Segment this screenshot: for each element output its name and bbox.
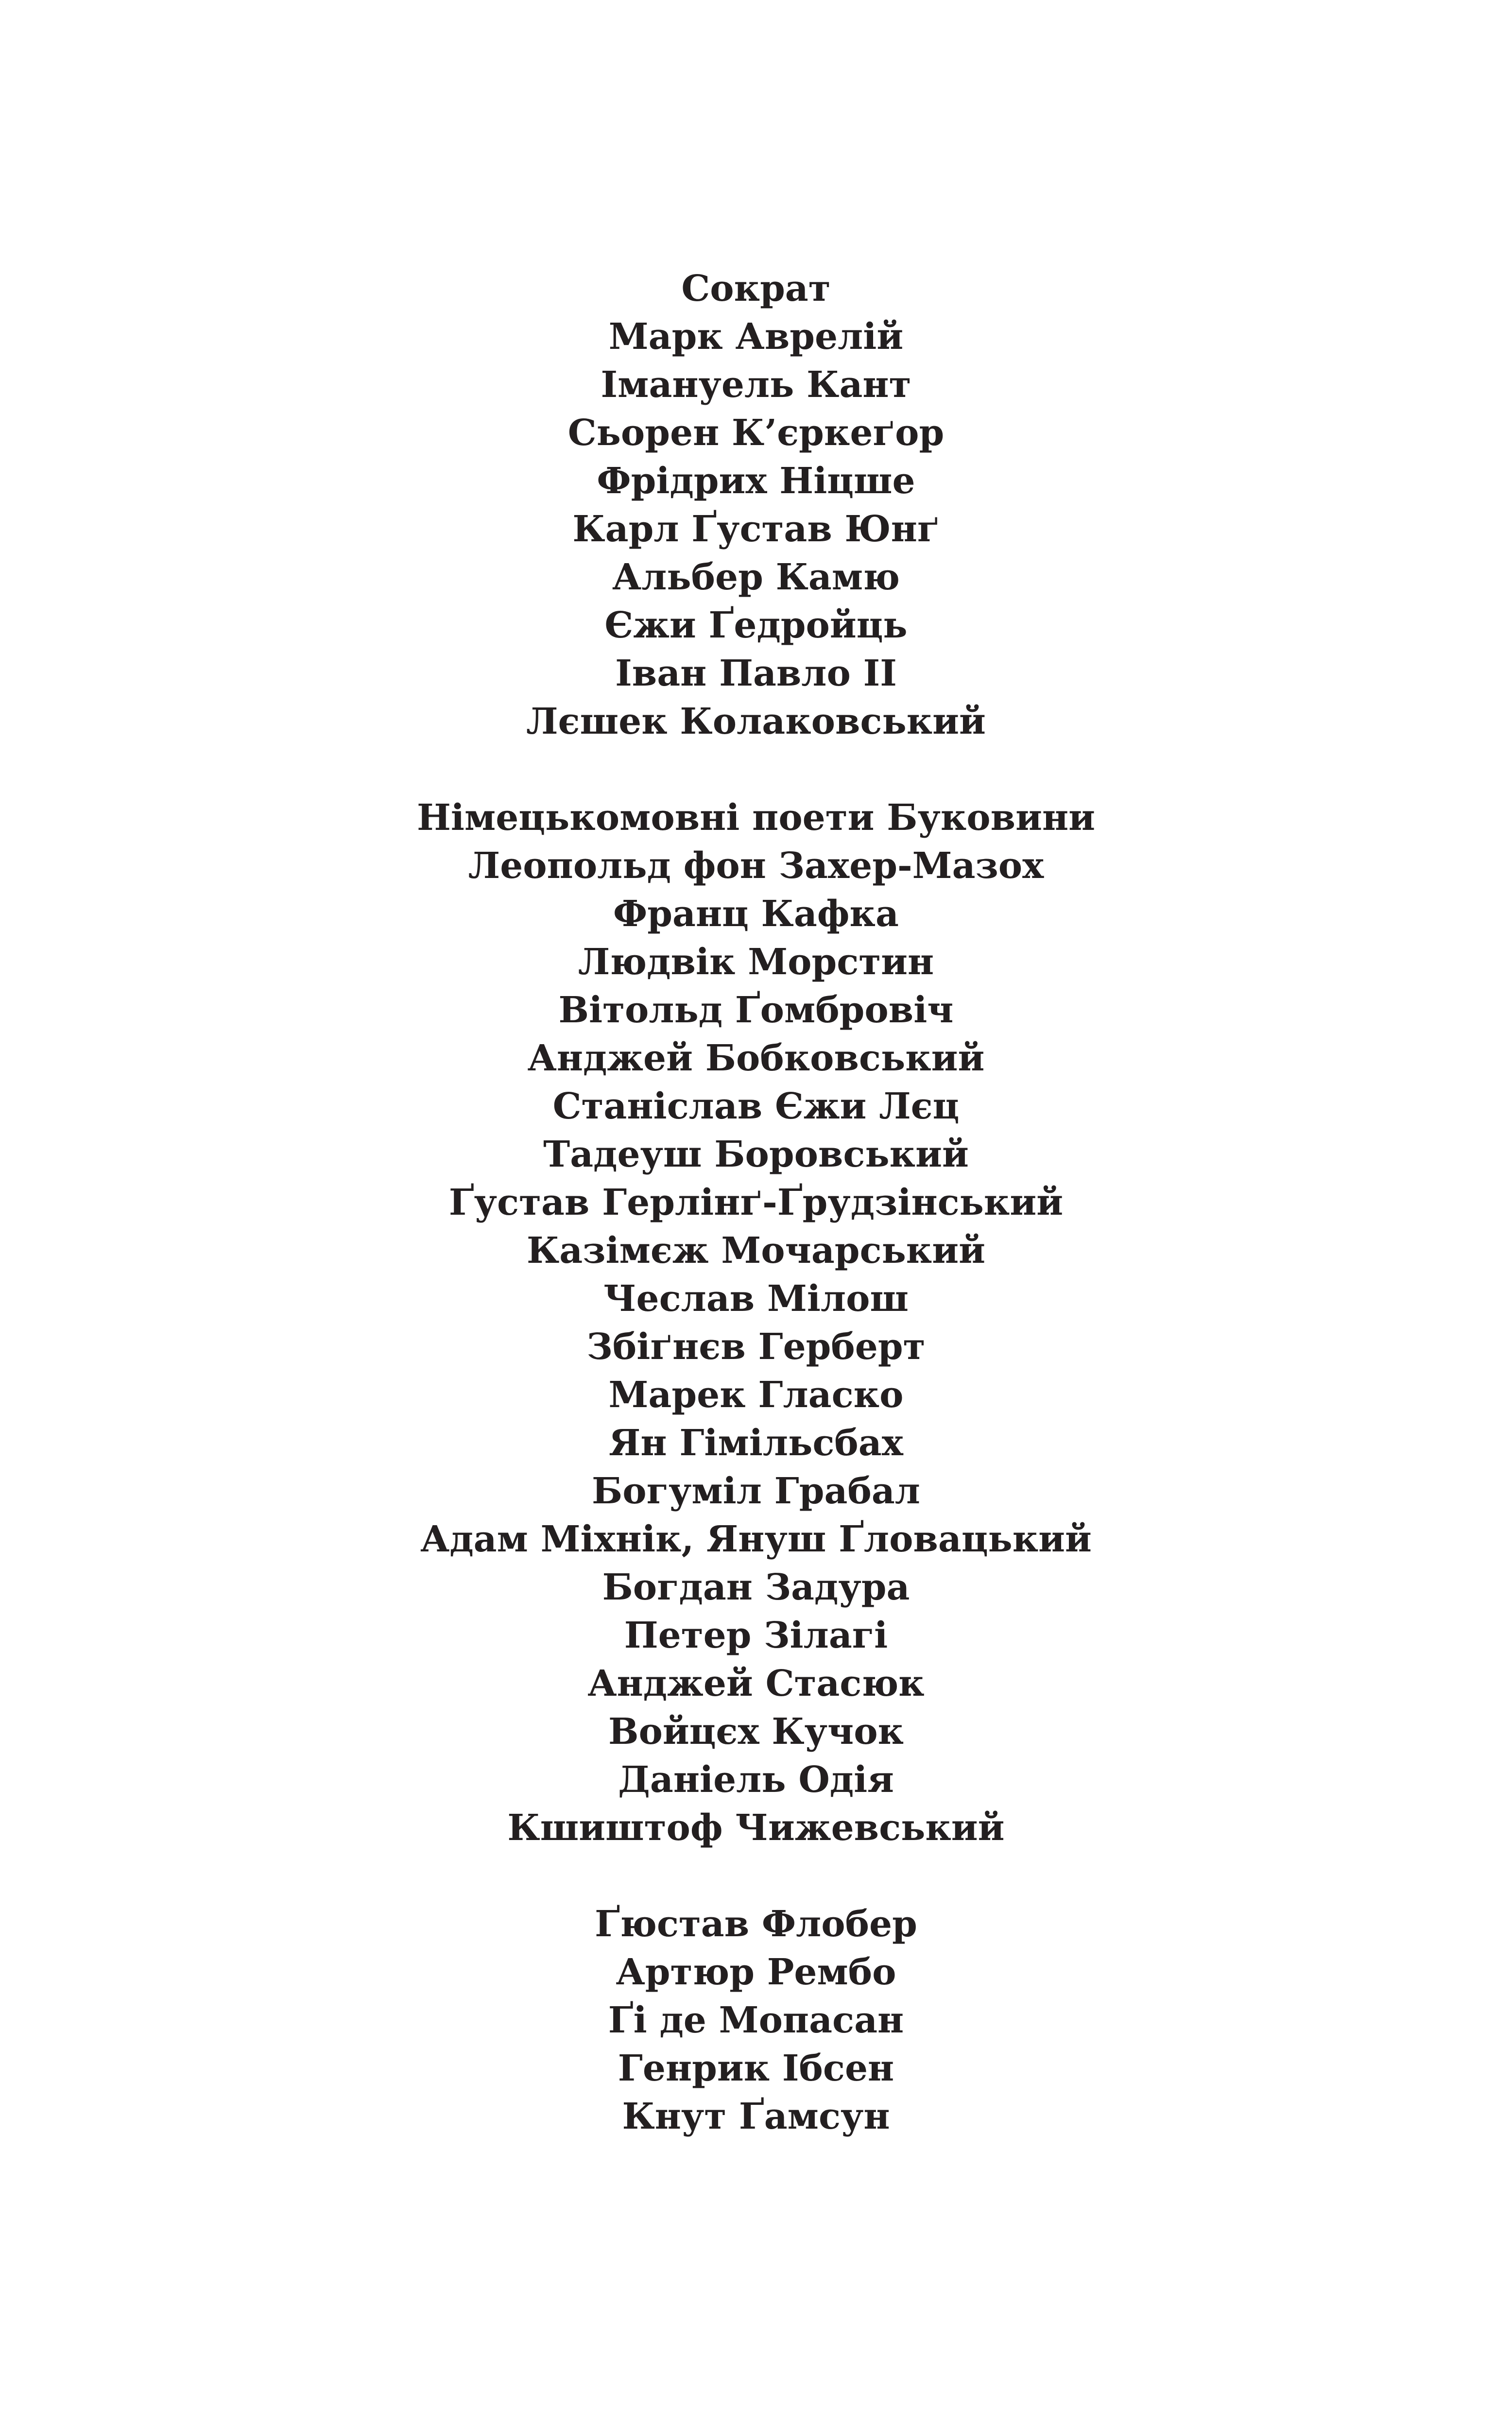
list-item: Сьорен К’єркеґор bbox=[567, 412, 945, 454]
list-item: Людвік Морстин bbox=[578, 941, 934, 983]
list-item: Войцєх Кучок bbox=[608, 1711, 904, 1753]
central-european-writers-group bbox=[0, 794, 1512, 1852]
list-item: Кшиштоф Чижевський bbox=[507, 1807, 1005, 1849]
list-item: Імануель Кант bbox=[601, 364, 911, 406]
list-item: Богдан Задура bbox=[602, 1566, 910, 1608]
list-item: Адам Міхнік, Януш Ґловацький bbox=[420, 1518, 1092, 1560]
list-item: Ґустав Герлінґ-Ґрудзінський bbox=[448, 1182, 1064, 1223]
list-item: Ґюстав Флобер bbox=[595, 1903, 917, 1945]
list-item: Німецькомовні поети Буковини bbox=[416, 797, 1096, 839]
list-item: Генрик Ібсен bbox=[618, 2048, 894, 2089]
list-item: Ґі де Мопасан bbox=[608, 1999, 904, 2041]
contents-list bbox=[0, 265, 1512, 2141]
list-item: Станіслав Єжи Лєц bbox=[552, 1085, 960, 1127]
list-item: Альбер Камю bbox=[612, 556, 900, 598]
list-item: Єжи Ґедройць bbox=[604, 604, 908, 646]
list-item: Фрідрих Ніцше bbox=[597, 460, 915, 502]
list-item: Леопольд фон Захер-Мазох bbox=[468, 845, 1044, 887]
list-item: Артюр Рембо bbox=[616, 1951, 896, 1993]
list-item: Лєшек Колаковський bbox=[526, 701, 986, 742]
western-writers-group bbox=[0, 1900, 1512, 2141]
list-item: Казімєж Мочарський bbox=[526, 1230, 986, 1272]
list-item: Анджей Стасюк bbox=[587, 1663, 925, 1704]
list-item: Анджей Бобковський bbox=[527, 1037, 985, 1079]
list-item: Марек Гласко bbox=[608, 1374, 904, 1416]
list-item: Франц Кафка bbox=[613, 893, 899, 935]
list-item: Марк Аврелій bbox=[608, 316, 904, 358]
list-item: Вітольд Ґомбровіч bbox=[558, 989, 954, 1031]
list-item: Іван Павло II bbox=[615, 653, 897, 694]
philosophers-group bbox=[0, 265, 1512, 746]
list-item: Богуміл Грабал bbox=[592, 1470, 920, 1512]
list-item: Тадеуш Боровський bbox=[543, 1134, 969, 1175]
list-item: Даніель Одія bbox=[618, 1759, 894, 1801]
list-item: Карл Ґустав Юнґ bbox=[572, 508, 940, 550]
list-item: Чеслав Мілош bbox=[603, 1278, 909, 1320]
list-item: Збіґнєв Герберт bbox=[586, 1326, 926, 1368]
list-item: Петер Зілагі bbox=[624, 1615, 888, 1656]
list-item: Кнут Ґамсун bbox=[622, 2096, 890, 2137]
list-item: Сократ bbox=[681, 268, 831, 310]
list-item: Ян Гімільсбах bbox=[609, 1422, 903, 1464]
